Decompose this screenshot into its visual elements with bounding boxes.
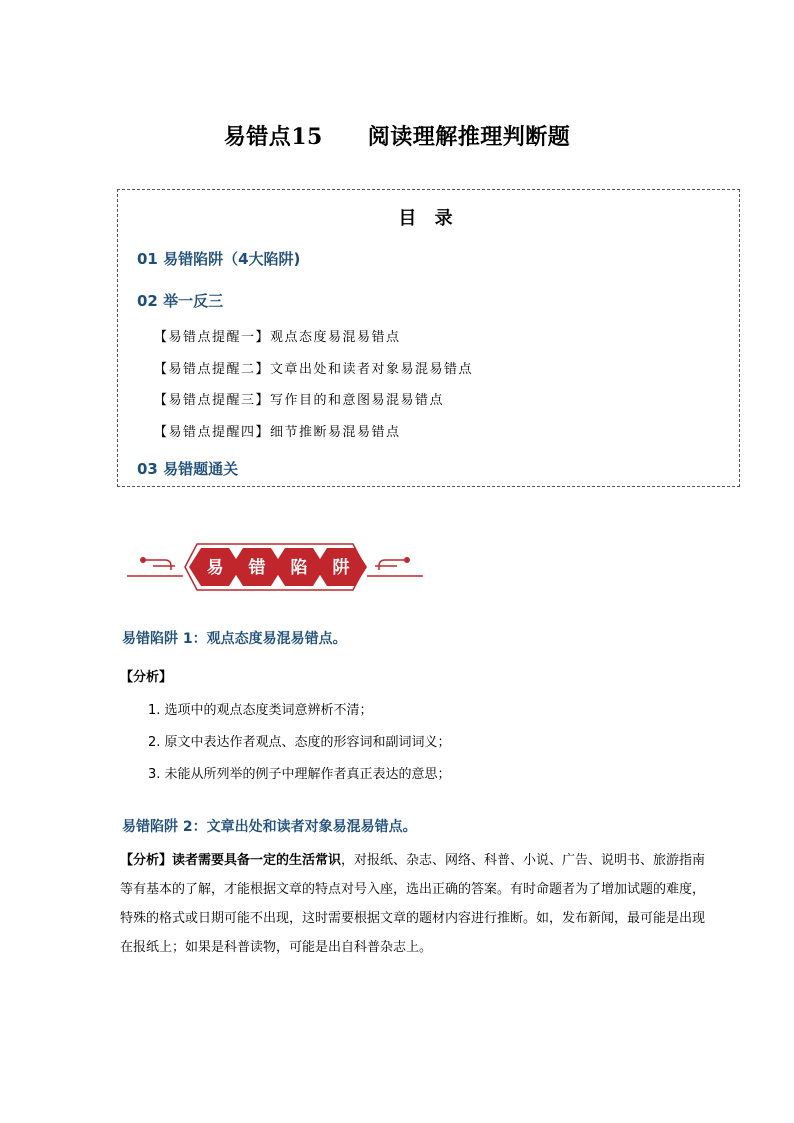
trap-2-title: 易错陷阱 2：文章出处和读者对象易混易错点。 [122, 819, 417, 835]
toc-section-examples[interactable]: 02 举一反三 [137, 292, 224, 310]
toc-item-reminder-3[interactable]: 【易错点提醒三】写作目的和意图易混易错点 [154, 393, 445, 408]
banner-char-4: 阱 [332, 558, 350, 578]
toc-section-traps[interactable]: 01 易错陷阱（4大陷阱) [137, 250, 301, 268]
trap-2-analysis [120, 846, 710, 962]
trap-2-text: ，对报纸、杂志、网络、科普、小说、广告、说明书、旅游指南等有基本的了解，才能根据文章的特点对号入座，选出正确的答案。有时命题者为了增加试题的难度，特殊的格式或日期可能不出现，这时需要根据文章的题材内容进行推断。如，发布新闻，最可能是出现在报纸上；如果是科普读物，可能是出自科普杂志上。 [120, 853, 706, 955]
toc-section-practice[interactable]: 03 易错题通关 [137, 460, 239, 478]
banner-char-3: 陷 [290, 558, 308, 578]
toc-item-reminder-1[interactable]: 【易错点提醒一】观点态度易混易错点 [154, 330, 401, 345]
banner-char-2: 错 [248, 558, 266, 578]
table-of-contents [117, 189, 740, 487]
trap-1-title: 易错陷阱 1：观点态度易混易错点。 [122, 631, 347, 647]
trap-1-point-1: 1. 选项中的观点态度类词意辨析不清； [148, 703, 373, 718]
trap-1-point-2: 2. 原文中表达作者观点、态度的形容词和副词词义； [148, 735, 451, 750]
trap-2-analysis-label: 【分析】 [120, 853, 173, 868]
toc-heading: 目 录 [398, 208, 459, 229]
toc-item-reminder-4[interactable]: 【易错点提醒四】细节推断易混易错点 [154, 425, 401, 440]
toc-item-reminder-2[interactable]: 【易错点提醒二】文章出处和读者对象易混易错点 [154, 362, 474, 377]
trap-banner [125, 538, 425, 596]
trap-1-point-3: 3. 未能从所列举的例子中理解作者真正表达的意思； [148, 767, 451, 782]
page-title: 易错点15 阅读理解推理判断题 [223, 124, 571, 150]
banner-char-1: 易 [206, 558, 224, 578]
trap-1-analysis-label: 【分析】 [120, 670, 173, 685]
trap-2-bold-lead: 读者需要具备一定的生活常识 [172, 853, 342, 868]
